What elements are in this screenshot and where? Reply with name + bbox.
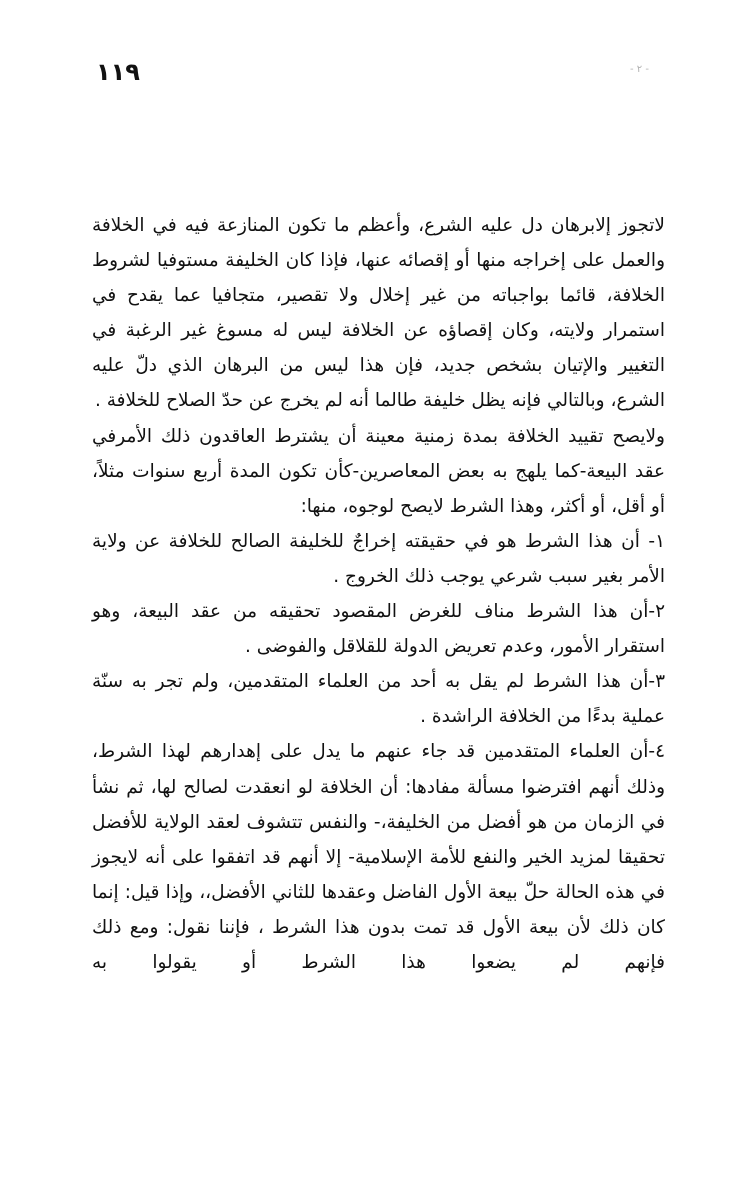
paragraph-reason-1: ١- أن هذا الشرط هو في حقيقته إخراجٌ للخليفة الصالح للخلافة عن ولاية الأمر بغير سبب شرعي يوجب ذلك الخروج . (92, 530, 665, 587)
page-number: ١١٩ (96, 58, 140, 86)
corner-mark: - ٢ - (630, 64, 649, 75)
paragraph-reason-2: ٢-أن هذا الشرط مناف للغرض المقصود تحقيقه من عقد البيعة، وهو استقرار الأمور، وعدم تعريض الدولة للقلاقل والفوضى . (92, 601, 665, 658)
body-text (92, 208, 665, 980)
paragraph-reason-4: ٤-أن العلماء المتقدمين قد جاء عنهم ما يدل على إهدارهم لهذا الشرط، وذلك أنهم افترضوا مسألة مفادها: أن الخلافة لو انعقدت لصالح لها، ثم نشأ في الزمان من هو أفضل من الخليفة،- والنفس تتشوف لعقد الولاية للأفضل تحقيقا لمزيد الخير والنفع للأمة الإسلامية- إلا أنهم قد اتفقوا على أنه لايجوز في هذه الحالة حلّ بيعة الأول الفاضل وعقدها للثاني الأفضل،، وإذا قيل: إنما كان ذلك لأن بيعة الأول قد تمت بدون هذا الشرط ، فإننا نقول: ومع ذلك فإنهم لم يضعوا هذا الشرط أو يقولوا به (92, 741, 665, 973)
paragraph-term-limit: ولايصح تقييد الخلافة بمدة زمنية معينة أن يشترط العاقدون ذلك الأمرفي عقد البيعة-كما يلهج به بعض المعاصرين-كأن تكون المدة أربع سنوات مثلاً، أو أقل، أو أكثر، وهذا الشرط لايصح لوجوه، منها: (92, 425, 665, 517)
paragraph-reason-3: ٣-أن هذا الشرط لم يقل به أحد من العلماء المتقدمين، ولم تجر به سنّة عملية بدءًا من الخلافة الراشدة . (92, 671, 665, 728)
paragraph-intro: لاتجوز إلابرهان دل عليه الشرع، وأعظم ما تكون المنازعة فيه في الخلافة والعمل على إخراجه منها أو إقصائه عنها، فإذا كان الخليفة مستوفيا لشروط الخلافة، قائما بواجباته من غير إخلال ولا تقصير، متجافيا عما يقدح في استمرار ولايته، وكان إقصاؤه عن الخلافة ليس له مسوغ غير الرغبة في التغيير والإتيان بشخص جديد، فإن هذا ليس من البرهان الذي دلّ عليه الشرع، وبالتالي فإنه يظل خليفة طالما أنه لم يخرج عن حدّ الصلاح للخلافة . (92, 215, 665, 412)
